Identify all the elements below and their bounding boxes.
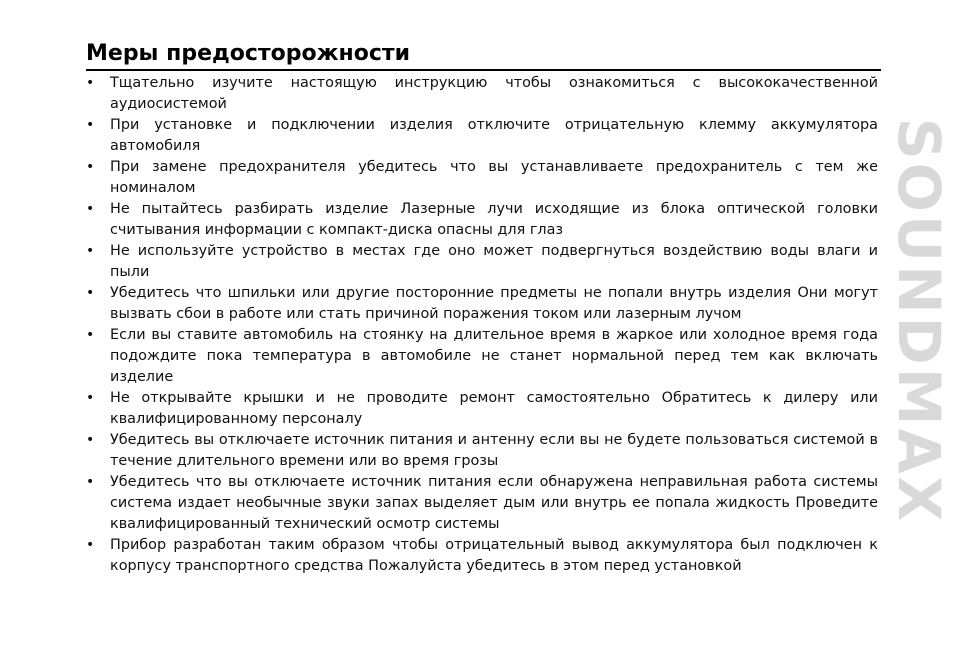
- list-item: [86, 115, 878, 157]
- list-item: [86, 472, 878, 535]
- bullet: •: [86, 390, 95, 406]
- item-text: Тщательно изучите настоящую инструкцию чтобы ознакомиться с высококачественной аудиосистемой: [110, 75, 878, 112]
- list-item: [86, 430, 878, 472]
- brand-logo-area: [885, 45, 953, 597]
- bullet: •: [86, 117, 95, 133]
- list-item: [86, 325, 878, 388]
- list-item: [86, 535, 878, 577]
- bullet: •: [86, 75, 95, 91]
- bullet: •: [86, 474, 95, 490]
- list-item: [86, 388, 878, 430]
- list-item: [86, 157, 878, 199]
- item-text: Не открывайте крышки и не проводите ремонт самостоятельно Обратитесь к дилеру или квалифицированному персоналу: [110, 390, 878, 427]
- precautions-list: [86, 73, 878, 577]
- bullet: •: [86, 201, 95, 217]
- brand-logo: SOUNDMAX: [885, 117, 953, 525]
- list-item: [86, 73, 878, 115]
- item-text: Если вы ставите автомобиль на стоянку на длительное время в жаркое или холодное время года подождите пока температура в автомобиле не станет нормальной перед тем как включать изделие: [110, 327, 878, 385]
- item-text: Убедитесь что шпильки или другие посторонние предметы не попали внутрь изделия Они могут вызвать сбои в работе или стать причиной поражения током или лазерным лучом: [110, 285, 878, 322]
- item-text: Убедитесь что вы отключаете источник питания если обнаружена неправильная работа системы система издает необычные звуки запах выделяет дым или внутрь ее попала жидкость Проведите квалифицированный технический осмотр системы: [110, 474, 878, 532]
- item-text: При установке и подключении изделия отключите отрицательную клемму аккумулятора автомобиля: [110, 117, 878, 154]
- item-text: Прибор разработан таким образом чтобы отрицательный вывод аккумулятора был подключен к корпусу транспортного средства Пожалуйста убедитесь в этом перед установкой: [110, 537, 878, 574]
- list-item: [86, 241, 878, 283]
- page-title: Меры предосторожности: [86, 41, 411, 66]
- list-item: [86, 199, 878, 241]
- bullet: •: [86, 327, 95, 343]
- bullet: •: [86, 243, 95, 259]
- bullet: •: [86, 537, 95, 553]
- bullet: •: [86, 285, 95, 301]
- item-text: Не пытайтесь разбирать изделие Лазерные лучи исходящие из блока оптической головки считывания информации с компакт-диска опасны для глаз: [110, 201, 878, 238]
- bullet: •: [86, 432, 95, 448]
- item-text: Не используйте устройство в местах где оно может подвергнуться воздействию воды влаги и пыли: [110, 243, 878, 280]
- bullet: •: [86, 159, 95, 175]
- item-text: При замене предохранителя убедитесь что вы устанавливаете предохранитель с тем же номиналом: [110, 159, 878, 196]
- title-underline: [86, 69, 881, 71]
- list-item: [86, 283, 878, 325]
- item-text: Убедитесь вы отключаете источник питания и антенну если вы не будете пользоваться системой в течение длительного времени или во время грозы: [110, 432, 878, 469]
